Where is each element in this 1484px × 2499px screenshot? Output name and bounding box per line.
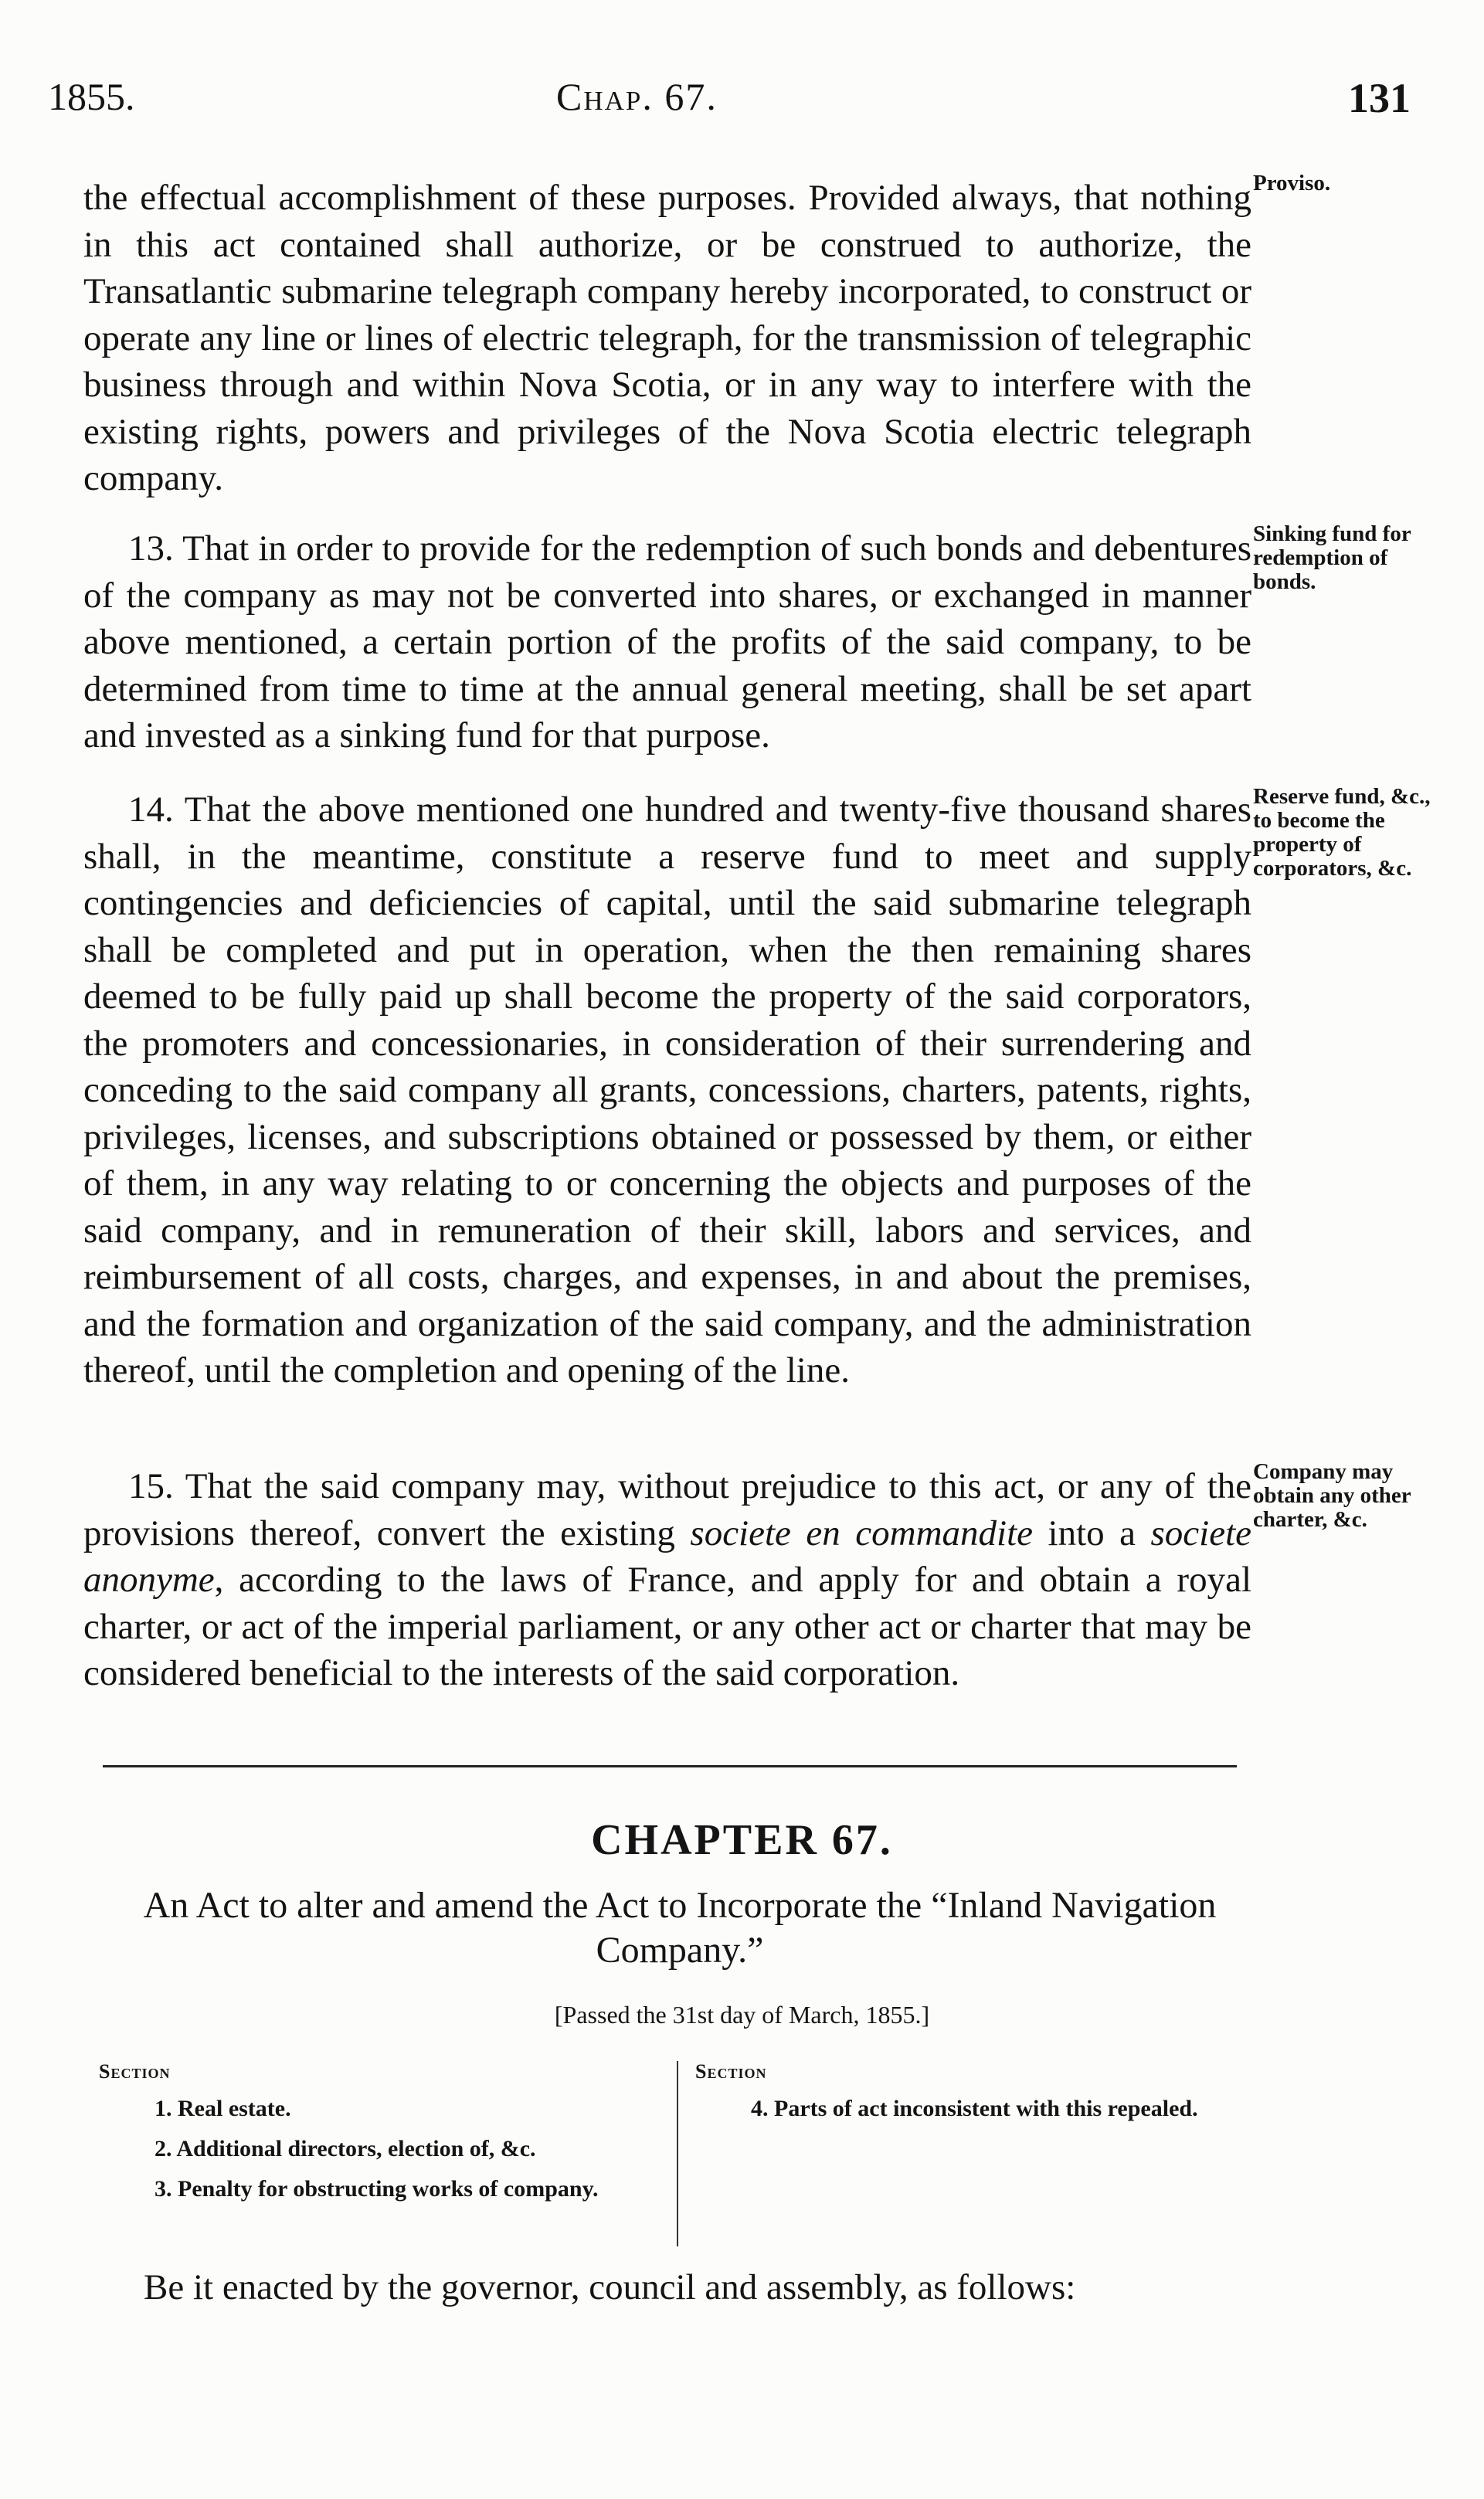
paragraph-section-15 — [83, 1463, 1251, 1697]
chapter-title: CHAPTER 67. — [591, 1816, 893, 1864]
toc-right-column — [695, 2055, 1267, 2129]
running-header-year: 1855. — [48, 75, 135, 118]
enacting-clause: Be it enacted by the governor, council and assembly, as follows: — [144, 2267, 1076, 2307]
toc-heading: Section — [695, 2060, 767, 2083]
toc-item: 1. Real estate. — [155, 2096, 291, 2121]
margin-note-reserve-fund: Reserve fund, &c., to become the property of corporators, &c. — [1253, 784, 1431, 881]
text-run: , according to the laws of France, and apply for and obtain a royal charter, or act of the imperial parliament, or any other act or charter that may be considered beneficial to the interests of the said corporation. — [83, 1560, 1251, 1693]
margin-note-sinking-fund: Sinking fund for redemption of bonds. — [1253, 521, 1411, 594]
toc-column-divider — [677, 2061, 678, 2246]
paragraph-text: 14. That the above mentioned one hundred and twenty-five thousand shares shall, in the meantime, constitute a reserve fund to meet and supply contingencies and deficiencies of capital, until the said submarine telegraph shall be completed and put in operation, when the then remaining shares deemed to be fully paid up shall become the property of the said corporators, the promoters and concessionaries, in consideration of their surrendering and conceding to the said company all grants, concessions, charters, patents, rights, privileges, licenses, and subscriptions obtained or possessed by them, or either of them, in any way relating to or concerning the objects and purposes of the said company, and in remuneration of their skill, labors and services, and reimbursement of all costs, charges, and expenses, in and about the premises, and the formation and organization of the said company, and the administration thereof, until the completion and opening of the line. — [83, 789, 1251, 1390]
toc-item: 2. Additional directors, election of, &c. — [155, 2136, 536, 2161]
page-number: 131 — [1348, 75, 1411, 121]
text-run: 15. That the said company may, without prejudice to this act, or any of the provisions thereof, convert the existing — [83, 1466, 1251, 1553]
margin-note-charter: Company may obtain any other charter, &c. — [1253, 1459, 1411, 1532]
italic-term: societe anonyme — [83, 1513, 1252, 1600]
margin-note-proviso: Proviso. — [1253, 171, 1331, 195]
running-header-chapter: Chap. 67. — [556, 75, 718, 118]
paragraph-text — [83, 1463, 1251, 1697]
toc-item: 4. Parts of act inconsistent with this repealed. — [751, 2096, 1198, 2121]
paragraph-text: 13. That in order to provide for the redemption of such bonds and debentures of the company as may not be converted into shares, or exchanged in manner above mentioned, a certain portion of the profits of the said company, to be determined from time to time at the annual general meeting, shall be set apart and invested as a sinking fund for that purpose. — [83, 528, 1251, 755]
paragraph-section-13 — [83, 525, 1251, 759]
section-divider — [103, 1765, 1237, 1767]
paragraph-section-14 — [83, 786, 1251, 1394]
paragraph-continuation — [83, 175, 1251, 502]
toc-left-column — [99, 2055, 671, 2209]
text-run: into a — [1033, 1513, 1151, 1553]
passed-date: [Passed the 31st day of March, 1855.] — [554, 2001, 930, 2029]
toc-heading: Section — [99, 2060, 171, 2083]
toc-item: 3. Penalty for obstructing works of company. — [155, 2176, 599, 2202]
act-title: An Act to alter and amend the Act to Incorporate the “Inland Navigation Company.” — [143, 1885, 1217, 1971]
italic-term: societe en commandite — [690, 1513, 1033, 1553]
paragraph-text: the effectual accomplishment of these purposes. Provided always, that nothing in this act contained shall authorize, or be construed to authorize, the Transatlantic submarine telegraph company hereby incorporated, to construct or operate any line or lines of electric telegraph, for the transmission of telegraphic business through and within Nova Scotia, or in any way to interfere with the existing rights, powers and privileges of the Nova Scotia electric telegraph company. — [83, 178, 1251, 498]
